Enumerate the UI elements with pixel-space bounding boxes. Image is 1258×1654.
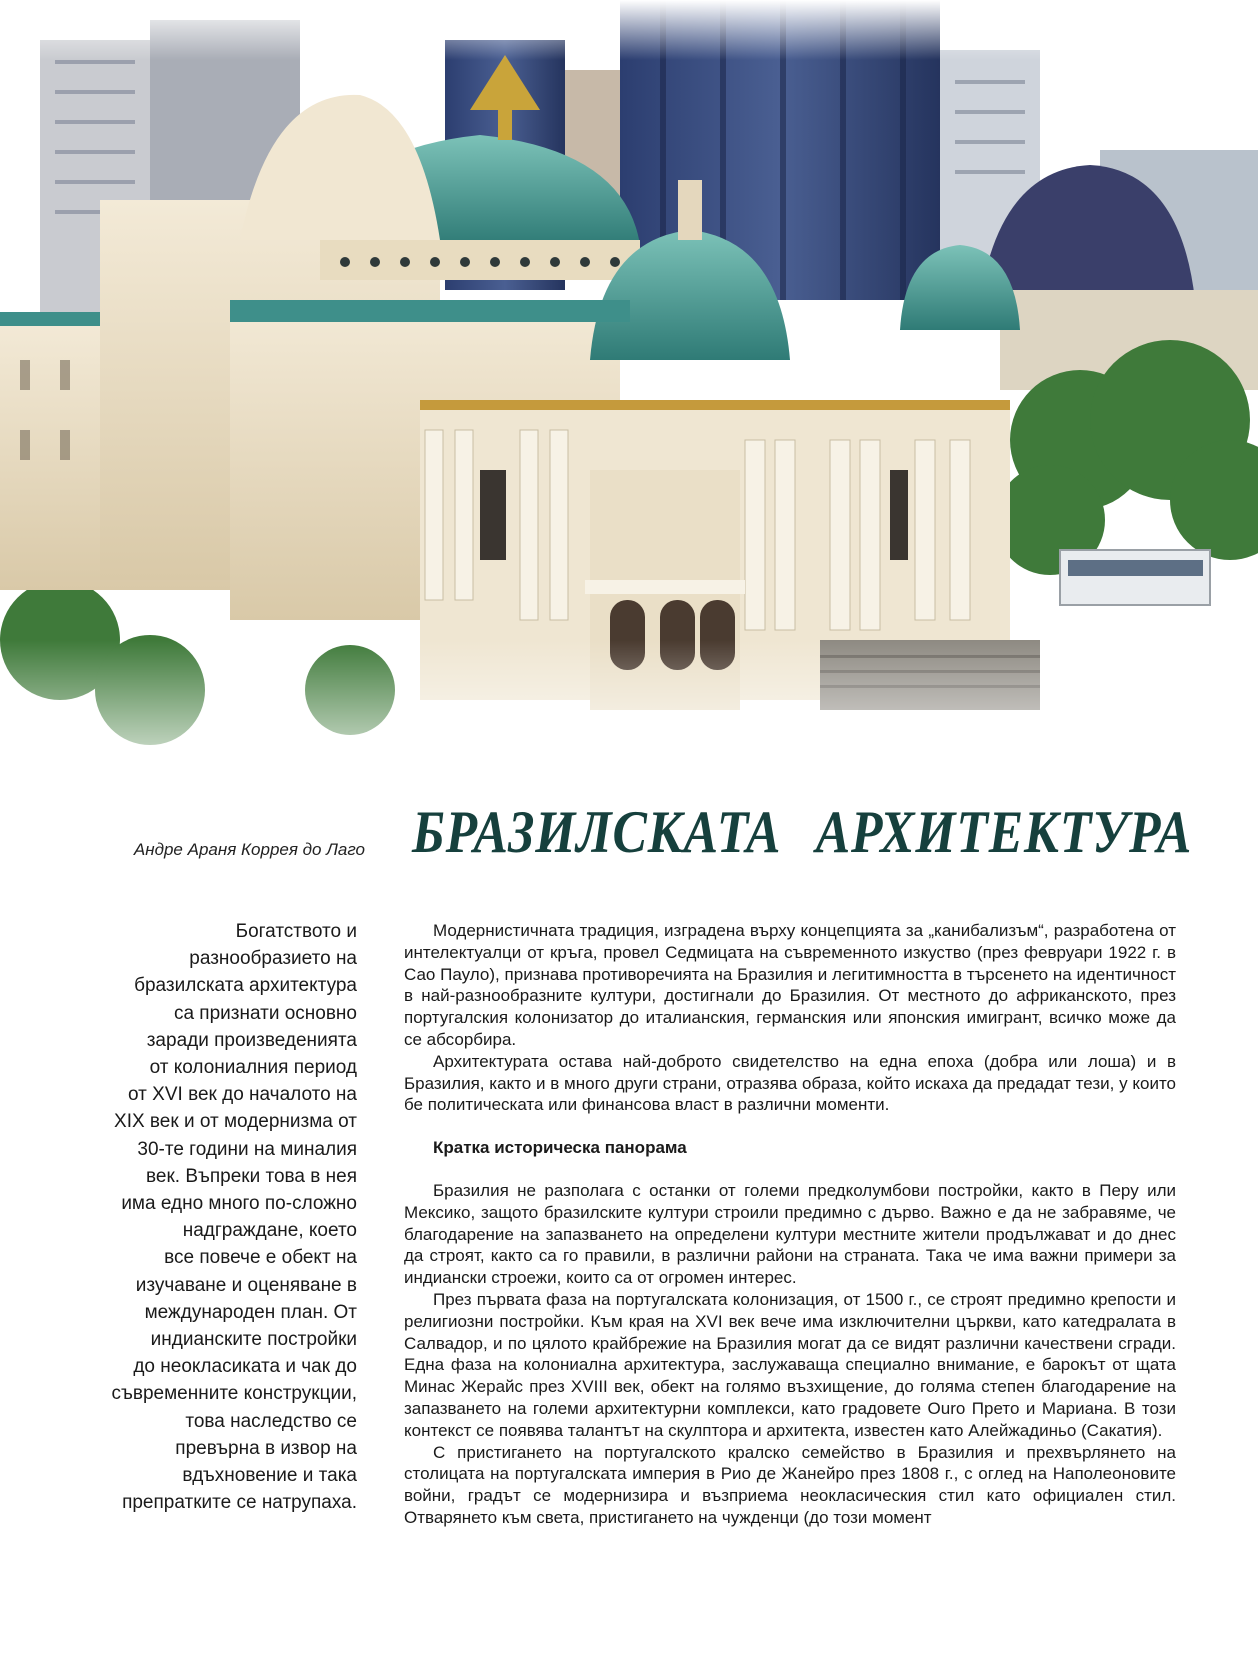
title-part-2: АРХИТЕКТУРА <box>815 799 1193 865</box>
sidebar-line: Богатството и <box>235 921 357 942</box>
article-title <box>412 798 1193 867</box>
sidebar-line: изучаване и оценяване в <box>135 1274 357 1296</box>
sidebar-line: заради произведенията <box>146 1029 357 1051</box>
sidebar-line: 30-те години на миналия <box>137 1138 357 1160</box>
sidebar-line: разнообразието на <box>189 948 357 970</box>
bus <box>1060 550 1210 605</box>
body-paragraph: Архитектурата остава най-доброто свидетелство на една епоха (добра или лоша) и в Бразилия, както и в много други страни, отразява образа, който искаха да предадат тези, у които бе политическата или финансова власт в различни моменти. <box>404 1051 1176 1115</box>
body-paragraph: С пристигането на португалското кралско семейство в Бразилия и прехвърлянето на столицата на португалската империя в Рио де Жанейро през 1808 г., с оглед на Наполеоновите войни, градът се модернизира и възприема неокласическия стил като официален стил. Отварянето към света, пристигането на чужденци (до този момент <box>404 1442 1176 1527</box>
sidebar-line: препратките се натрупаха. <box>122 1492 357 1514</box>
sidebar-line: бразилската архитектура <box>134 975 357 997</box>
sidebar-line: до неокласиката и чак до <box>133 1356 357 1378</box>
sidebar-line: има едно много по-сложно <box>121 1193 357 1215</box>
sidebar-line: са признати основно <box>173 1002 357 1024</box>
sidebar-line: все повече е обект на <box>164 1247 357 1269</box>
section-heading: Кратка историческа панорама <box>433 1138 687 1158</box>
sidebar-line: надграждане, което <box>182 1220 357 1242</box>
sidebar-line: от колониалния период <box>149 1057 357 1079</box>
sidebar-line: съвременните конструкции, <box>111 1383 357 1405</box>
body-paragraph: През първата фаза на португалската колонизация, от 1500 г., се строят предимно крепости и религиозни постройки. Към края на XVI век вече има изключителни църкви, като катедралата в Салвадор, и по цялото крайбрежие на Бразилия могат да се видят различни качествени сгради. Една фаза на колониална архитектура, заслужаваща специално внимание, е барокът от щата Минас Жерайс през XVIII век, обект на голямо възхищение, до голяма степен благодарение на запазването на големи архитектурни комплекси, като градовете Ouro Прето и Мариана. В този контекст се появява талантът на скулптора и архитекта, известен като Алейжадиньо (Сакатия). <box>404 1289 1176 1440</box>
sidebar-line: от XVI век до началото на <box>128 1084 357 1106</box>
sidebar-line: вдъхновение и така <box>182 1465 357 1487</box>
sidebar-line: превърна в извор на <box>175 1437 357 1459</box>
sidebar-line: индианските постройки <box>150 1329 357 1351</box>
intro-sidebar <box>60 918 357 1516</box>
sidebar-line: международен план. От <box>144 1301 357 1323</box>
sidebar-line: това наследство се <box>185 1410 357 1432</box>
body-paragraph: Бразилия не разполага с останки от големи предколумбови постройки, както в Перу или Мексико, защото бразилските култури строили предимно с дърво. Важно е да не забравяме, че благодарение на запазването на определени култури местните жители продължават и до днес да строят, както са го правили, в различни райони на страната. Така че има важни примери за индиански строежи, които са от огромен интерес. <box>404 1180 1176 1288</box>
sidebar-line: век. Въпреки това в нея <box>146 1165 357 1187</box>
hero-photo-theatro-municipal <box>0 0 1258 800</box>
title-part-1: БРАЗИЛСКАТА <box>412 799 782 865</box>
sidebar-line: XIX век и от модернизма от <box>114 1111 357 1133</box>
author-byline: Андре Араня Коррея до Лаго <box>133 840 365 859</box>
article-body <box>404 920 1176 1529</box>
body-paragraph: Модернистичната традиция, изградена върху концепцията за „канибализъм“, разработена от интелектуалци от кръга, провел Седмицата на съвременното изкуство (през февруари 1922 г. в Сао Пауло), признава противоречията на Бразилия и легитимността в търсенето на идентичност в най-разнообразните култури, достигнали до Бразилия. От местното до африканското, през португалския колонизатор до италианския, германския или японския имигрант, всичко може да се абсорбира. <box>404 921 1176 1049</box>
